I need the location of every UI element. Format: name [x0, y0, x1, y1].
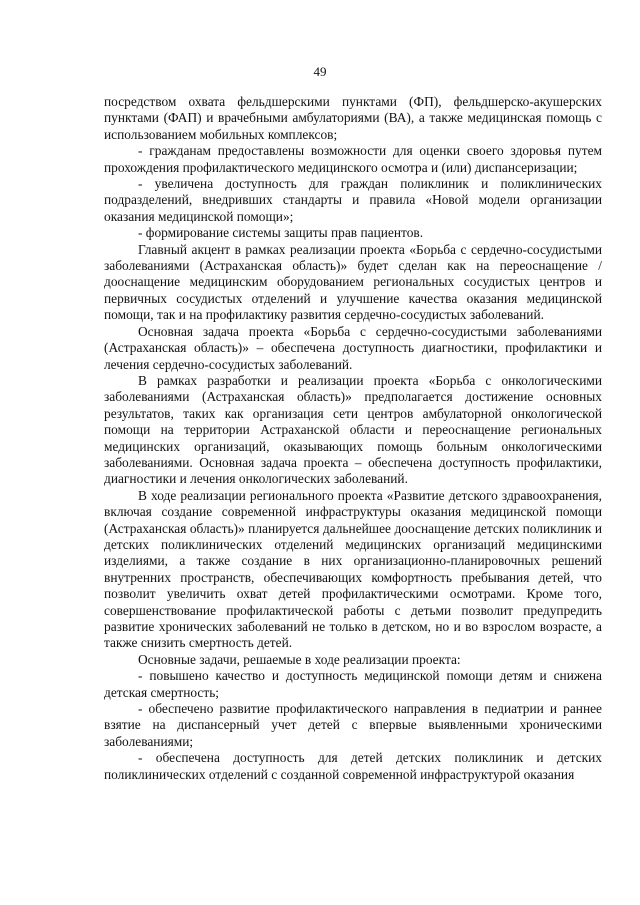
bullet-item: - гражданам предоставлены возможности для оценки своего здоровья путем прохождения профилактического медицинского осмотра и (или) диспансеризации;	[104, 143, 602, 175]
page-number: 49	[313, 64, 327, 79]
bullet-item: - повышено качество и доступность медицинской помощи детям и снижена детская смертность;	[104, 668, 602, 700]
bullet-item: - обеспечено развитие профилактического направления в педиатрии и раннее взятие на диспансерный учет детей с впервые выявленными хроническими заболеваниями;	[104, 701, 602, 749]
paragraph: В ходе реализации регионального проекта «Развитие детского здравоохранения, включая создание современной инфраструктуры оказания медицинской помощи (Астраханская область)» планируется дальнейшее дооснащение детских поликлиник и детских поликлинических отделений медицинских организаций медицинскими изделиями, а также создание в них организационно-планировочных решений внутренних пространств, обеспечивающих комфортность пребывания детей, что позволит увеличить охват детей профилактическими осмотрами. Кроме того, совершенствование профилактической работы с детьми позволит предупредить развитие хронических заболеваний не только в детском, но и во взрослом возрасте, а также снизить смертность детей.	[104, 487, 602, 651]
paragraph: Главный акцент в рамках реализации проекта «Борьба с сердечно-сосудистыми заболеваниями (Астраханская область)» будет сделан как на переоснащение /дооснащение медицинским оборудованием региональных сосудистых центров и первичных сосудистых отделений и улучшение качества оказания медицинской помощи, так и на профилактику развития сердечно-сосудистых заболеваний.	[104, 241, 602, 323]
paragraph: Основная задача проекта «Борьба с сердечно-сосудистыми заболеваниями (Астраханская область)» – обеспечена доступность диагностики, профилактики и лечения сердечно-сосудистых заболеваний.	[104, 323, 602, 372]
bullet-item: - увеличена доступность для граждан поликлиник и поликлинических подразделений, внедривших стандарты и правила «Новой модели организации оказания медицинской помощи»;	[104, 176, 602, 224]
paragraph: Основные задачи, решаемые в ходе реализации проекта:	[138, 651, 461, 667]
paragraph: В рамках разработки и реализации проекта «Борьба с онкологическими заболеваниями (Астраханская область)» предполагается достижение основных результатов, таких как организация сети центров амбулаторной онкологической помощи на территории Астраханской области и переоснащение региональных медицинских организаций, оказывающих помощь больным онкологическими заболеваниями. Основная задача проекта – обеспечена доступность профилактики, диагностики и лечения онкологических заболеваний.	[104, 372, 602, 487]
document-body	[104, 94, 602, 783]
paragraph-continuation: посредством охвата фельдшерскими пунктами (ФП), фельдшерско-акушерских пунктами (ФАП) и врачебными амбулаториями (ВА), а также медицинская помощь с использованием мобильных комплексов;	[104, 94, 602, 142]
bullet-item: - формирование системы защиты прав пациентов.	[138, 225, 424, 241]
bullet-item: - обеспечена доступность для детей детских поликлиник и детских поликлинических отделений с созданной современной инфраструктурой оказания	[104, 750, 602, 782]
